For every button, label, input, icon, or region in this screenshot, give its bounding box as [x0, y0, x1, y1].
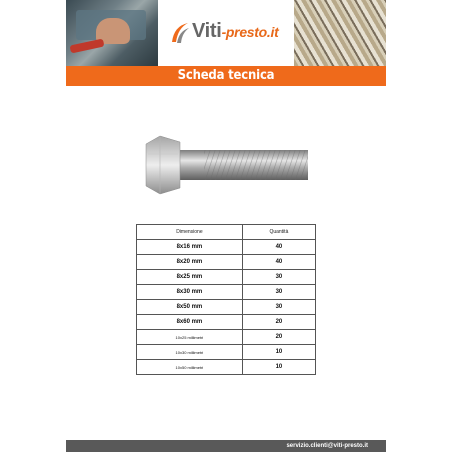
spec-table [136, 224, 316, 375]
quantity-cell: 10 [242, 345, 315, 360]
table-row [137, 330, 316, 345]
dimension-cell: 8x25 mm [137, 270, 243, 285]
quantity-cell: 40 [242, 240, 315, 255]
workshop-photo [66, 0, 158, 66]
quantity-cell: 30 [242, 300, 315, 315]
brand-name: Viti-presto.it [192, 20, 279, 42]
dimension-cell: 8x50 mm [137, 300, 243, 315]
dimension-cell: 10x30 millimetri [137, 345, 243, 360]
dimension-cell: 8x30 mm [137, 285, 243, 300]
header-banner [66, 0, 386, 66]
table-row [137, 315, 316, 330]
dimension-cell: 10x25 millimetri [137, 330, 243, 345]
quantity-cell: 20 [242, 315, 315, 330]
dimension-cell: 10x50 millimetri [137, 360, 243, 375]
table-row [137, 360, 316, 375]
column-header-quantity: Quantità [242, 225, 315, 240]
table-row [137, 300, 316, 315]
hex-bolt-image [142, 128, 312, 200]
table-row [137, 270, 316, 285]
quantity-cell: 30 [242, 285, 315, 300]
dimension-cell: 8x16 mm [137, 240, 243, 255]
tool [70, 39, 105, 54]
quantity-cell: 10 [242, 360, 315, 375]
table-row [137, 345, 316, 360]
support-email-link[interactable]: servizio.clienti@viti-presto.it [286, 443, 368, 449]
title-bar [66, 66, 386, 86]
quantity-cell: 20 [242, 330, 315, 345]
table-row [137, 240, 316, 255]
swoosh-logo-icon [170, 20, 190, 46]
quantity-cell: 40 [242, 255, 315, 270]
quantity-cell: 30 [242, 270, 315, 285]
footer-bar [66, 440, 386, 452]
column-header-dimension: Dimensione [137, 225, 243, 240]
dimension-cell: 8x60 mm [137, 315, 243, 330]
spec-sheet [66, 0, 386, 452]
table-row [137, 255, 316, 270]
page-title: Scheda tecnica [177, 68, 275, 83]
table-header-row [137, 225, 316, 240]
brand-suffix: -presto.it [221, 24, 279, 40]
table-row [137, 285, 316, 300]
table-body [137, 240, 316, 375]
dimension-cell: 8x20 mm [137, 255, 243, 270]
screws-photo [294, 0, 386, 66]
